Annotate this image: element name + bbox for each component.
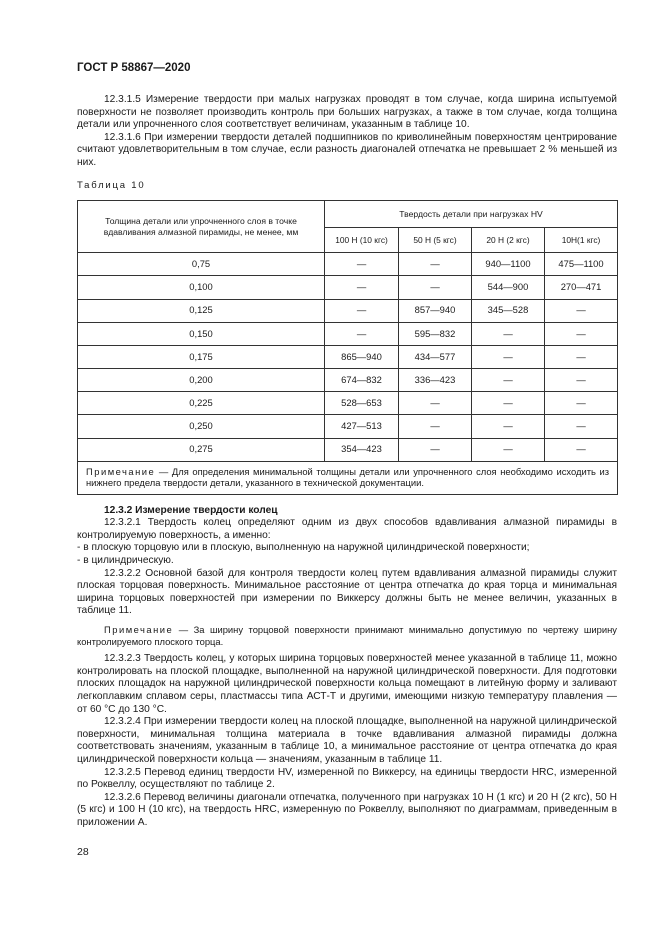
table-cell-hardness: 544—900	[472, 276, 545, 299]
table-row	[78, 415, 618, 438]
table-cell-hardness: 475—1100	[545, 253, 618, 276]
column-header-hardness-group: Твердость детали при нагрузках HV	[325, 201, 618, 228]
table-row	[78, 276, 618, 299]
hardness-table	[77, 200, 618, 495]
paragraph-12-3-2-6: 12.3.2.6 Перевод величины диагонали отпечатка, полученного при нагрузках 10 Н (1 кгс) и 20 Н (2 кгс), 50 Н (5 кгс) и 100 Н (10 кгс), на твердость HRC, измеренную по Роквеллу, выполняют по диаграммам, приведенным в приложении А.	[77, 791, 617, 828]
bullet-item-flat: - в плоскую торцовую или в плоскую, выполненную на наружной цилиндрической поверхности;	[77, 542, 530, 554]
table-cell-thickness: 0,275	[78, 438, 325, 461]
table-row	[78, 322, 618, 345]
table-cell-thickness: 0,150	[78, 322, 325, 345]
page-number: 28	[77, 846, 89, 858]
table-caption: Таблица 10	[77, 179, 146, 191]
table-cell-hardness: 427—513	[325, 415, 399, 438]
paragraph-12-3-2-5: 12.3.2.5 Перевод единиц твердости HV, измеренной по Виккерсу, на единицы твердости HRC, измеренной по Роквеллу, осуществляют по таблице 2.	[77, 766, 617, 791]
paragraph-12-3-2-2: 12.3.2.2 Основной базой для контроля твердости колец путем вдавливания алмазной пирамиды служит плоская торцовая поверхность. Минимальное расстояние от центра отпечатка до края торца и минимальная ширина торцовых поверхностей при измерении по Виккерсу должны быть не менее величин, указанных в таблице 11.	[77, 567, 617, 617]
table-row	[78, 392, 618, 415]
table-cell-hardness: —	[545, 322, 618, 345]
table-cell-hardness: —	[545, 345, 618, 368]
table-cell-hardness: 595—832	[399, 322, 472, 345]
paragraph-12-3-2-4: 12.3.2.4 При измерении твердости колец на плоской площадке, выполненной на наружной цилиндрической поверхности, минимальная толщина материала в точке вдавливания алмазной пирамиды должна соответствовать значениям, указанным в таблице 10, а минимальное расстояние от центра отпечатка до края цилиндрической поверхности кольца — значениям, указанным в таблице 11.	[77, 716, 617, 765]
bullet-item-cylindrical: - в цилиндрическую.	[77, 555, 174, 567]
table-cell-hardness: 528—653	[325, 392, 399, 415]
column-header-20n: 20 Н (2 кгс)	[472, 228, 545, 253]
section-note	[77, 624, 617, 647]
page-content	[77, 94, 617, 830]
table-cell-hardness: 865—940	[325, 345, 399, 368]
table-cell-hardness: —	[545, 369, 618, 392]
column-header-100n: 100 Н (10 кгс)	[325, 228, 399, 253]
paragraph-12-3-2-3: 12.3.2.3 Твердость колец, у которых ширина торцовых поверхностей менее указанной в таблице 11, можно контролировать на плоской площадке, выполненной на наружной цилиндрической поверхности. Для подготовки плоских площадок на наружной цилиндрической поверхности кольца помещают в литейную форму и заливают легкоплавким сплавом серы, пластмассы типа АСТ-Т и другими, имеющими низкую температуру плавления — от 60 °С до 130 °С.	[77, 653, 617, 715]
table-cell-thickness: 0,250	[78, 415, 325, 438]
table-cell-thickness: 0,75	[78, 253, 325, 276]
document-header: ГОСТ Р 58867—2020	[77, 62, 191, 74]
column-header-50n: 50 Н (5 кгс)	[399, 228, 472, 253]
table-cell-hardness: 434—577	[399, 345, 472, 368]
column-header-10n: 10Н(1 кгс)	[545, 228, 618, 253]
section-heading: 12.3.2 Измерение твердости колец	[104, 504, 278, 516]
table-cell-hardness: —	[325, 253, 399, 276]
table-cell-hardness: 940—1100	[472, 253, 545, 276]
table-cell-hardness: —	[399, 253, 472, 276]
table-cell-hardness: —	[399, 438, 472, 461]
paragraph-12-3-2-1: 12.3.2.1 Твердость колец определяют одним из двух способов вдавливания алмазной пирамиды в контролируемую поверхность, а именно:	[77, 517, 617, 541]
table-cell-hardness: 354—423	[325, 438, 399, 461]
table-row	[78, 438, 618, 461]
paragraph-12-3-1-5: 12.3.1.5 Измерение твердости при малых нагрузках проводят в том случае, когда ширина испытуемой поверхности не позволяет производить контроль при больших нагрузках, а также в том случае, когда толщина детали или упрочненного слоя соответствует величинам, указанным в таблице 10.	[77, 94, 617, 131]
table-cell-thickness: 0,200	[78, 369, 325, 392]
table-cell-hardness: 674—832	[325, 369, 399, 392]
table-note-text: — Для определения минимальной толщины детали или упрочненного слоя необходимо исходить из нижнего предела твердости детали, указанного в технической документации.	[86, 465, 610, 489]
table-cell-thickness: 0,125	[78, 299, 325, 322]
table-row	[78, 253, 618, 276]
table-cell-hardness: —	[472, 345, 545, 368]
paragraph-12-3-1-6: 12.3.1.6 При измерении твердости деталей подшипников по криволинейным поверхностям центрирование считают удовлетворительным в том случае, если разность диагоналей отпечатка не превышает 2 % меньшей из них.	[77, 131, 617, 168]
table-cell-hardness: —	[325, 322, 399, 345]
section-note-label: Примечание	[104, 624, 174, 635]
table-cell-hardness: —	[399, 392, 472, 415]
table-cell-hardness: —	[472, 369, 545, 392]
table-cell-hardness: —	[325, 276, 399, 299]
table-cell-thickness: 0,100	[78, 276, 325, 299]
table-cell-hardness: —	[399, 415, 472, 438]
column-header-thickness: Толщина детали или упрочненного слоя в точке вдавливания алмазной пирамиды, не менее, мм	[78, 201, 325, 253]
table-cell-hardness: 345—528	[472, 299, 545, 322]
table-cell-thickness: 0,225	[78, 392, 325, 415]
table-cell-hardness: —	[545, 392, 618, 415]
table-cell-hardness: —	[325, 299, 399, 322]
table-row	[78, 369, 618, 392]
table-note	[78, 461, 618, 494]
table-row	[78, 345, 618, 368]
table-row	[78, 299, 618, 322]
table-cell-hardness: 270—471	[545, 276, 618, 299]
table-cell-hardness: —	[472, 415, 545, 438]
table-cell-hardness: 857—940	[399, 299, 472, 322]
table-cell-hardness: —	[472, 438, 545, 461]
table-cell-hardness: —	[472, 322, 545, 345]
table-cell-hardness: —	[545, 438, 618, 461]
table-cell-hardness: 336—423	[399, 369, 472, 392]
table-cell-thickness: 0,175	[78, 345, 325, 368]
table-cell-hardness: —	[472, 392, 545, 415]
table-cell-hardness: —	[545, 299, 618, 322]
section-note-text: — За ширину торцовой поверхности принимают минимально допустимую по чертежу ширину контролируемого плоского торца.	[77, 624, 617, 647]
table-cell-hardness: —	[399, 276, 472, 299]
table-cell-hardness: —	[545, 415, 618, 438]
table-note-label: Примечание	[86, 465, 156, 477]
